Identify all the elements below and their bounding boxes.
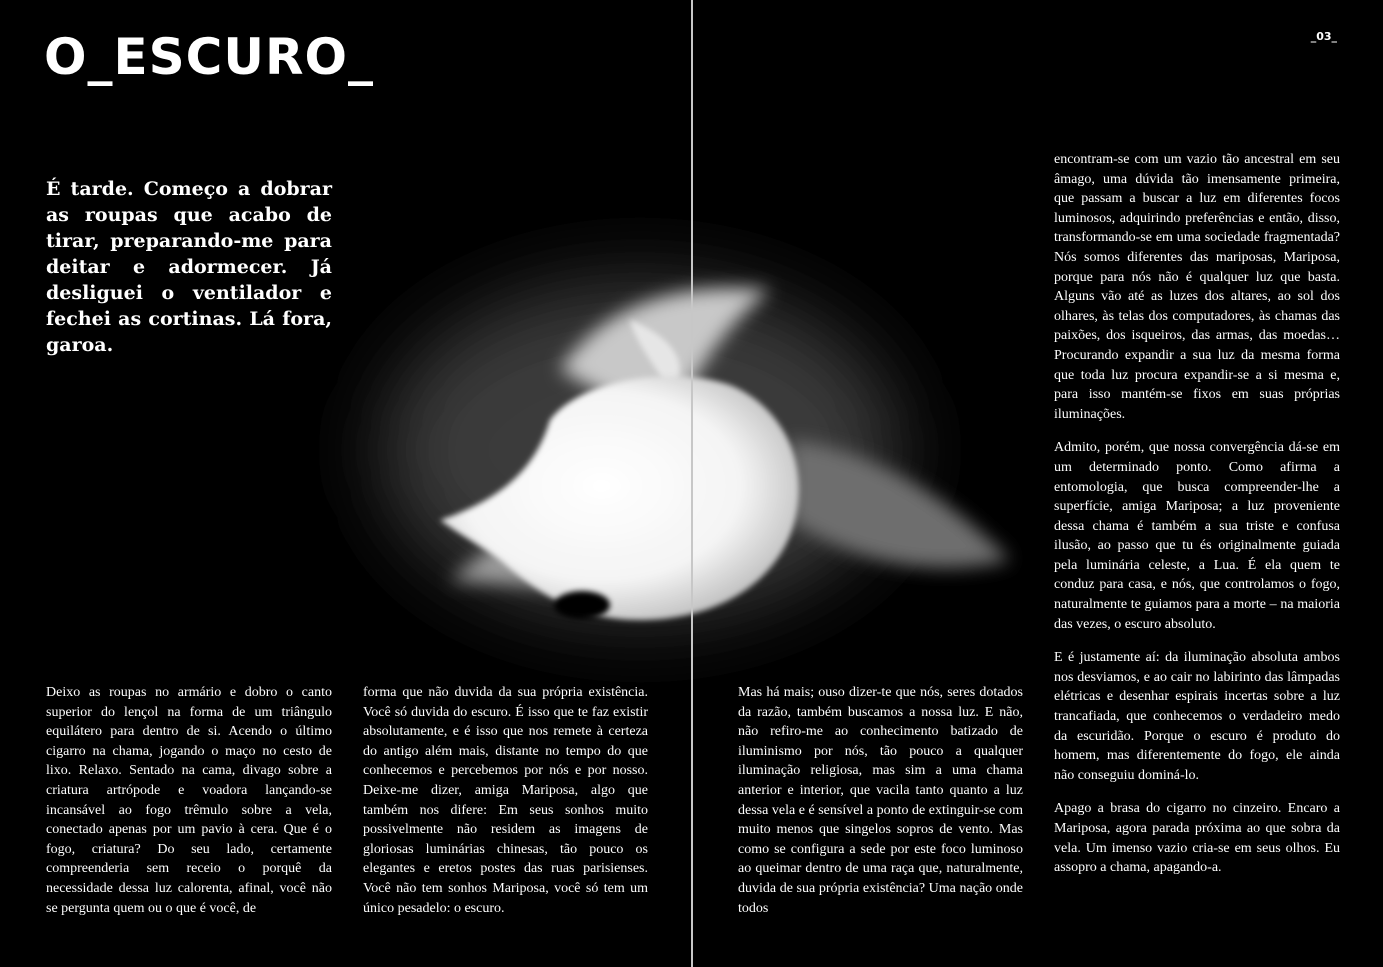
text-column-4 xyxy=(1054,150,1340,878)
paragraph: Admito, porém, que nossa convergência dá-se em um determinado ponto. Como afirma a entomologia, que busca compreender-lhe a superfície, amiga Mariposa; a luz proveniente dessa chama é também a sua triste e confusa ilusão, ao passo que tu és originalmente guiada pela luminária celeste, a Lua. É ela quem te conduz para casa, e nós, que controlamos o fogo, naturalmente te guiamos para a morte – na maioria das vezes, o escuro absoluto. xyxy=(1054,440,1340,632)
page-title: O_ESCURO_ xyxy=(44,28,374,86)
paragraph: Deixo as roupas no armário e dobro o canto superior do lençol na forma de um triângulo equilátero para dentro de si. Acendo o último cigarro na chama, jogando o maço no cesto de lixo. Relaxo. Sentado na cama, divago sobre a criatura artrópode e voadora lançando-se incansável ao fogo trêmulo sobre a vela, conectado apenas por um pavio à cera. Que é o fogo, criatura? Do seu lado, certamente compreenderia sem receio o porquê da necessidade dessa luz calorenta, afinal, você não se pergunta quem ou o que é você, de xyxy=(46,685,332,916)
paragraph: Apago a brasa do cigarro no cinzeiro. Encaro a Mariposa, agora parada próxima ao que sobra da vela. Um imenso vazio cria-se em seus olhos. Eu assopro a chama, apagando-a. xyxy=(1054,801,1340,876)
page-number: _03_ xyxy=(1310,30,1337,43)
paragraph: encontram-se com um vazio tão ancestral em seu âmago, uma dúvida tão imensamente primeira, que passam a buscar a luz em diferentes focos luminosos, adquirindo preferências e então, disso, transformando-se em uma sociedade fragmentada? Nós somos diferentes das mariposas, Mariposa, porque para nós não é qualquer luz que basta. Alguns vão até as luzes dos altares, ao sol dos olhares, às telas dos computadores, às chamas das paixões, dos isqueiros, das armas, das moedas… Procurando expandir a sua luz da mesma forma que toda luz procura expandir-se a si mesma e, para isso mantém-se fixos em suas próprias iluminações. xyxy=(1054,152,1340,422)
paragraph: E é justamente aí: da iluminação absoluta ambos nos desviamos, e ao cair no labirinto das lâmpadas elétricas e desenhar espirais incertas sobre a luz trancafiada, que conhecemos o verdadeiro medo da escuridão. Porque o escuro é produto do homem, mas diferentemente do fogo, ele ainda não conseguiu dominá-lo. xyxy=(1054,650,1340,783)
text-column-3 xyxy=(738,683,1023,918)
paragraph: Mas há mais; ouso dizer-te que nós, seres dotados da razão, também buscamos a nossa luz. E não, não refiro-me ao conhecimento batizado de iluminismo por nós, tão pouco a qualquer iluminação religiosa, mas sim a uma chama anterior e interior, que vacila tanto quanto a luz dessa vela e é sensível a ponto de extinguir-se com muito menos que singelos sopros de vento. Mas como se configura a sede por este foco luminoso ao queimar dentro de uma raça que, naturalmente, duvida de sua própria existência? Uma nação onde todos xyxy=(738,685,1023,916)
glowing-lamp-photo xyxy=(250,200,1030,700)
paragraph: forma que não duvida da sua própria existência. Você só duvida do escuro. É isso que te faz existir absolutamente, e é isso que nos remete à certeza do antigo além mais, distante no tempo do que conhecemos e percebemos por nós e por nosso. Deixe-me dizer, amiga Mariposa, algo que também nos difere: Em seus sonhos muito possivelmente não residem as imagens de gloriosas luminárias chinesas, tão pouco os elegantes e eretos postes das ruas parisienses. Você não tem sonhos Mariposa, você só tem um único pesadelo: o escuro. xyxy=(363,685,648,916)
page-gutter xyxy=(691,0,693,967)
text-column-2 xyxy=(363,683,648,918)
text-column-1 xyxy=(46,683,332,918)
lead-paragraph: É tarde. Começo a dobrar as roupas que acabo de tirar, preparando-me para deitar e adormecer. Já desliguei o ventilador e fechei as cortinas. Lá fora, garoa. xyxy=(46,178,332,356)
